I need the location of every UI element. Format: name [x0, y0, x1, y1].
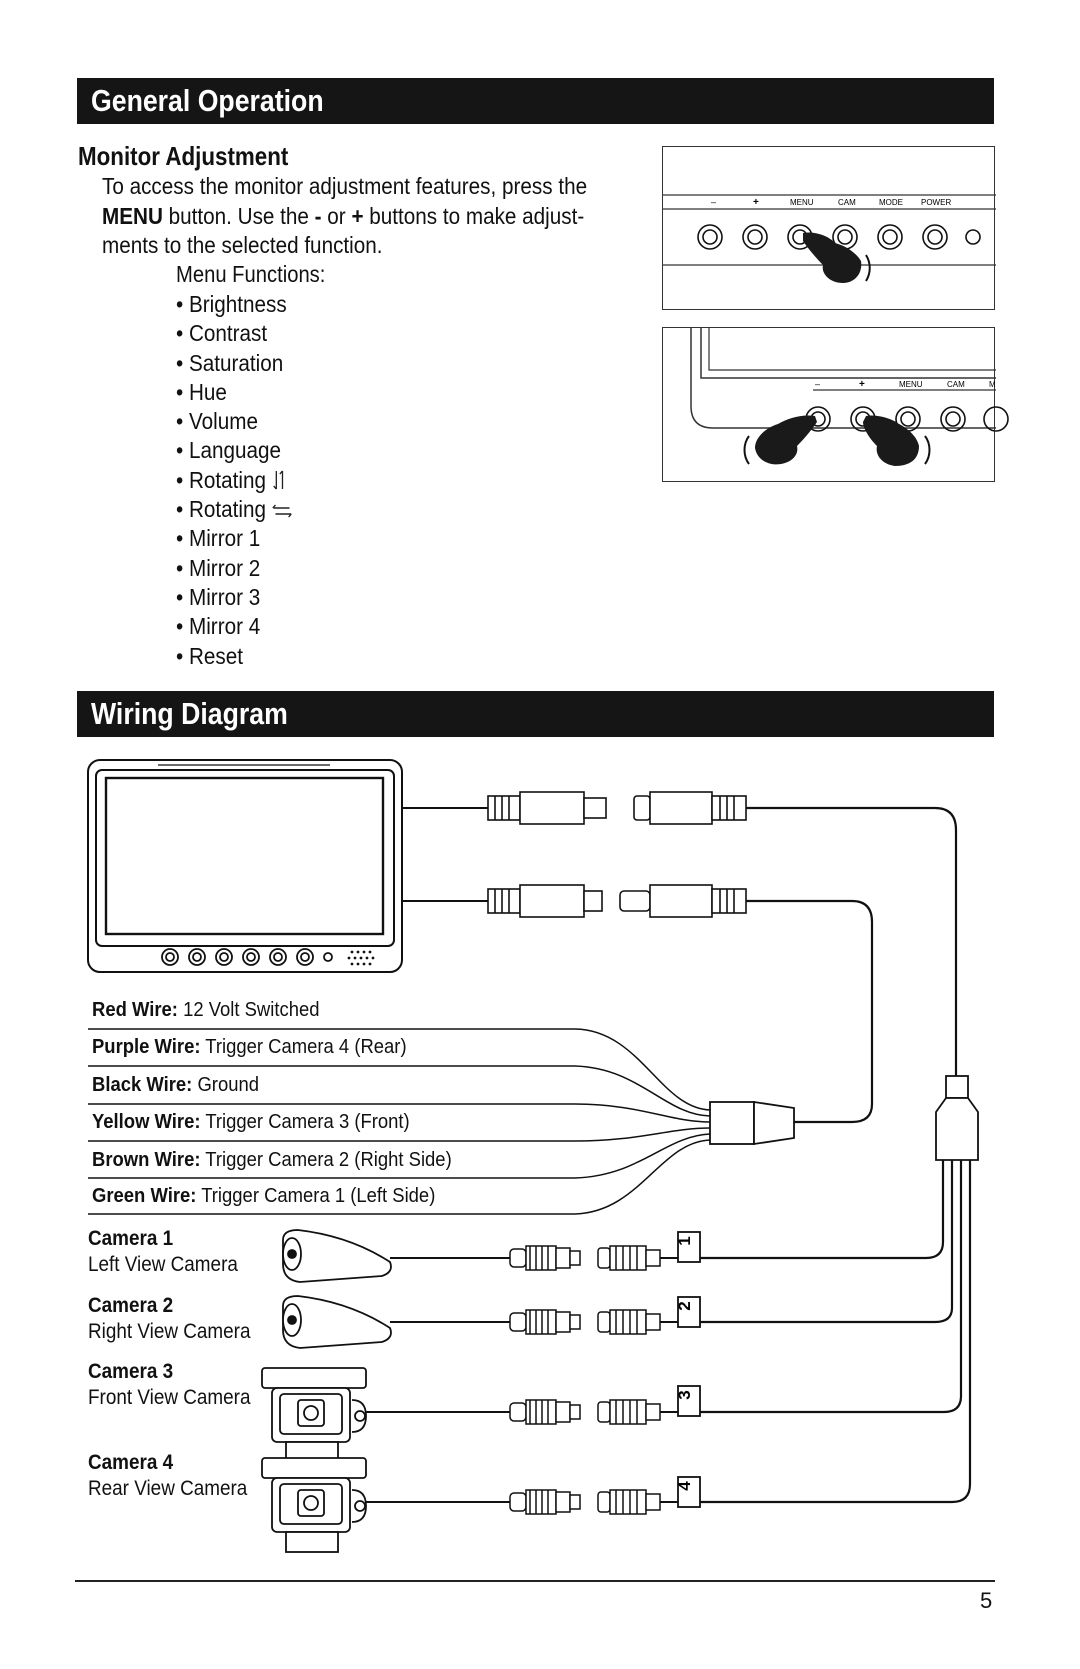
camera-4-illustration [262, 1458, 366, 1552]
monitor-adjustment-heading [78, 141, 323, 172]
wire-name-red: Red Wire: [92, 998, 178, 1021]
menu-item-mirror-3: • Mirror 3 [176, 583, 261, 610]
monitor-adjustment-heading-text: Monitor Adjustment [78, 141, 289, 171]
menu-item-rotating-horizontal [176, 495, 293, 524]
panel-label-menu: MENU [899, 380, 923, 389]
mode-button [878, 225, 902, 249]
camera-tag-1: 1 [675, 1236, 694, 1246]
pointing-hand-icon [803, 232, 870, 283]
camera-4-description: Rear View Camera [88, 1477, 248, 1500]
camera-3-label [88, 1359, 250, 1411]
monitor-adjustment-instructions [102, 172, 622, 261]
menu-item-saturation: • Saturation [176, 349, 284, 376]
panel-label-minus: – [711, 197, 717, 207]
panel-label-m: M [989, 380, 996, 389]
panel-label-power: POWER [921, 198, 952, 207]
panel-label-cam: CAM [838, 198, 856, 207]
wire-desc-green: Trigger Camera 1 (Left Side) [196, 1184, 436, 1207]
instruction-line-3: ments to the selected function. [102, 232, 383, 258]
wire-name-green: Green Wire: [92, 1184, 197, 1207]
camera-connector-rows [510, 1246, 678, 1514]
camera-2-description: Right View Camera [88, 1320, 251, 1343]
menu-keyword: MENU [102, 202, 163, 229]
wire-name-brown: Brown Wire: [92, 1148, 201, 1171]
wire-name-yellow: Yellow Wire: [92, 1110, 201, 1133]
instruction-line-1: To access the monitor adjustment features, press the [102, 173, 588, 199]
menu-item-mirror-2: • Mirror 2 [176, 554, 261, 581]
menu-functions-list [176, 290, 309, 671]
monitor-illustration [88, 760, 402, 972]
wire-label-yellow [92, 1110, 410, 1134]
menu-item-brightness: • Brightness [176, 291, 287, 317]
button-panel-drawing [663, 147, 996, 311]
camera-3-illustration [262, 1368, 366, 1462]
menu-item-reset: • Reset [176, 642, 244, 669]
plus-keyword: + [351, 202, 364, 229]
camera-1-illustration [283, 1230, 391, 1282]
camera-tag-3: 3 [675, 1390, 694, 1400]
instruction-line-2 [102, 202, 585, 232]
wire-desc-brown: Trigger Camera 2 (Right Side) [200, 1148, 452, 1171]
wire-desc-purple: Trigger Camera 4 (Rear) [200, 1035, 407, 1058]
wire-label-black [92, 1073, 259, 1097]
wire-name-black: Black Wire: [92, 1073, 193, 1096]
wire-label-purple [92, 1035, 407, 1059]
camera-4-label [88, 1450, 247, 1502]
menu-item-volume: • Volume [176, 408, 258, 435]
splitter-leads [688, 1160, 970, 1502]
power-led [966, 230, 980, 244]
wire-name-purple: Purple Wire: [92, 1035, 201, 1058]
page-number: 5 [980, 1588, 993, 1613]
panel-label-plus: + [859, 379, 865, 390]
wire-harness-block [710, 1102, 794, 1144]
menu-item-contrast: • Contrast [176, 320, 268, 347]
camera-2-title: Camera 2 [88, 1294, 174, 1317]
camera-connector-pair-4 [510, 1490, 678, 1514]
button-panel-illustration-adjust-press [662, 327, 995, 482]
button-panel-drawing-2 [663, 328, 996, 483]
camera-number-tags [675, 1232, 700, 1507]
instruction-text: or [321, 202, 352, 229]
section-title-general-operation [77, 78, 994, 124]
camera-connector-pair-2 [510, 1310, 678, 1334]
menu-item-mirror-4: • Mirror 4 [176, 613, 261, 640]
section-title-text: Wiring Diagram [91, 696, 288, 731]
wire-label-green [92, 1184, 435, 1208]
button-panel-illustration-menu-press [662, 146, 995, 310]
panel-label-plus: + [753, 197, 759, 208]
rotate-vertical-icon [272, 469, 288, 491]
power-button [923, 225, 947, 249]
section-title-text: General Operation [91, 83, 324, 118]
panel-label-menu: MENU [790, 198, 814, 207]
minus-keyword: - [314, 202, 322, 229]
plus-button [743, 225, 767, 249]
monitor-connector-2 [488, 885, 602, 917]
instruction-text: button. Use the [162, 202, 315, 229]
camera-1-description: Left View Camera [88, 1253, 238, 1276]
menu-item-rotating-vertical-label: • Rotating [176, 466, 267, 493]
instruction-text: buttons to make adjust- [363, 202, 585, 229]
camera-connector-pair-1 [510, 1246, 678, 1270]
camera-1-title: Camera 1 [88, 1227, 174, 1250]
camera-tag-2: 2 [675, 1301, 694, 1311]
panel-label-cam: CAM [947, 380, 965, 389]
camera-3-title: Camera 3 [88, 1360, 174, 1383]
menu-item-language: • Language [176, 437, 282, 464]
camera-2-label [88, 1293, 250, 1345]
panel-label-mode: MODE [879, 198, 903, 207]
camera-tag-4: 4 [675, 1481, 694, 1491]
wire-desc-black: Ground [192, 1073, 259, 1096]
menu-item-rotating-horizontal-label: • Rotating [176, 496, 267, 523]
menu-item-rotating-vertical [176, 466, 293, 495]
cable-connector-1 [634, 792, 746, 824]
camera-4-title: Camera 4 [88, 1451, 174, 1474]
camera-cables [366, 1258, 510, 1502]
monitor-connector-1 [488, 792, 606, 824]
cable-connector-2 [620, 885, 746, 917]
footer-divider [75, 1580, 995, 1582]
menu-item-mirror-1: • Mirror 1 [176, 525, 261, 552]
camera-2-illustration [283, 1296, 391, 1348]
menu-functions-heading [176, 261, 350, 288]
four-way-splitter [936, 1076, 978, 1160]
panel-label-minus: – [815, 379, 821, 389]
pointing-hand-left-icon [745, 415, 818, 464]
minus-button [698, 225, 722, 249]
menu-functions-heading-text: Menu Functions: [176, 261, 326, 287]
camera-3-description: Front View Camera [88, 1386, 251, 1409]
menu-item-hue: • Hue [176, 378, 227, 405]
wire-label-brown [92, 1148, 452, 1172]
camera-1-label [88, 1226, 238, 1278]
wire-desc-yellow: Trigger Camera 3 (Front) [200, 1110, 410, 1133]
rotate-horizontal-icon [272, 502, 293, 520]
wire-desc-red: 12 Volt Switched [177, 998, 320, 1021]
camera-connector-pair-3 [510, 1400, 678, 1424]
wire-label-red [92, 998, 319, 1022]
